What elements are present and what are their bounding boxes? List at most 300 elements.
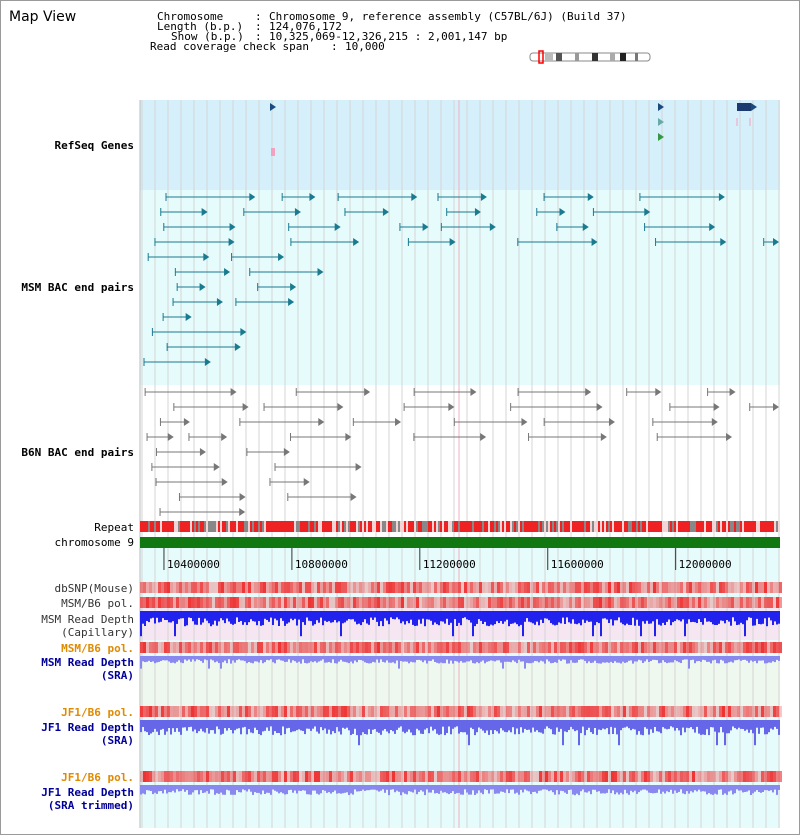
repeat-segment xyxy=(576,521,578,532)
msm-sra-depth-bar xyxy=(446,656,448,660)
msm-b6-pol-2-heat-cell xyxy=(209,642,212,653)
msm-b6-pol-2-heat-cell xyxy=(185,642,188,653)
jf1-sra-depth-bar xyxy=(482,720,484,731)
jf1-trim-depth-bar xyxy=(412,785,414,793)
jf1-trim-depth-bar xyxy=(584,785,586,792)
jf1-trim-depth-bar xyxy=(364,785,366,791)
msm-b6-pol-2-heat-cell xyxy=(143,642,146,653)
jf1-b6-pol-2-heat-cell xyxy=(632,771,635,782)
jf1-b6-pol-heat-cell xyxy=(371,706,374,717)
dbsnp-heat-cell xyxy=(380,582,383,593)
msm-b6-pol-heat-cell xyxy=(689,597,692,608)
msm-sra-depth-bar xyxy=(216,656,218,661)
dbsnp-heat-cell xyxy=(632,582,635,593)
msm-b6-pol-2-heat-cell xyxy=(401,642,404,653)
msm-sra-depth-bar xyxy=(472,656,474,663)
jf1-b6-pol-2-heat-cell xyxy=(155,771,158,782)
jf1-sra-depth-bar xyxy=(486,720,488,731)
repeat-segment xyxy=(562,521,564,532)
dbsnp-heat-cell xyxy=(299,582,302,593)
msm-b6-pol-2-heat-cell xyxy=(365,642,368,653)
msm-capillary-depth-bar xyxy=(198,611,200,618)
msm-capillary-depth-bar xyxy=(290,611,292,619)
jf1-b6-pol-2-heat-cell xyxy=(608,771,611,782)
msm-b6-pol-heat-cell xyxy=(398,597,401,608)
jf1-b6-pol-2-heat-cell xyxy=(620,771,623,782)
jf1-sra-depth-bar xyxy=(758,720,760,734)
msm-sra-depth-bar xyxy=(420,656,422,661)
msm-sra-depth-bar xyxy=(378,656,380,663)
msm-b6-pol-2-heat-cell xyxy=(377,642,380,653)
dbsnp-heat-cell xyxy=(302,582,305,593)
msm-b6-pol-2-heat-cell xyxy=(164,642,167,653)
dbsnp-heat-cell xyxy=(731,582,734,593)
dbsnp-heat-cell xyxy=(272,582,275,593)
msm-capillary-depth-bar xyxy=(524,611,526,622)
repeat-segment xyxy=(750,521,752,532)
dbsnp-heat-cell xyxy=(314,582,317,593)
jf1-sra-depth-bar xyxy=(326,720,328,734)
jf1-trim-depth-bar xyxy=(202,785,204,793)
msm-capillary-depth-bar xyxy=(546,611,548,619)
ideogram-band xyxy=(635,53,638,61)
jf1-b6-pol-heat-cell xyxy=(611,706,614,717)
msm-sra-depth-bar xyxy=(210,656,212,659)
jf1-trim-depth-bar xyxy=(238,785,240,792)
msm-sra-depth-bar xyxy=(462,656,464,663)
jf1-b6-pol-2-heat-cell xyxy=(530,771,533,782)
msm-b6-pol-heat-cell xyxy=(527,597,530,608)
dbsnp-heat-cell xyxy=(227,582,230,593)
msm-capillary-depth-bar xyxy=(336,611,338,623)
jf1-sra-depth-bar xyxy=(420,720,422,734)
msm-capillary-depth-bar xyxy=(348,611,350,619)
msm-b6-pol-heat-cell xyxy=(548,597,551,608)
jf1-b6-pol-heat-cell xyxy=(152,706,155,717)
repeat-segment xyxy=(504,521,506,532)
msm-b6-pol-2-heat-cell xyxy=(587,642,590,653)
jf1-b6-pol-2-heat-cell xyxy=(287,771,290,782)
jf1-sra-depth-bar xyxy=(524,720,526,729)
msm-capillary-depth-bar xyxy=(580,611,582,625)
msm-capillary-depth-bar xyxy=(204,611,206,619)
jf1-b6-pol-2-heat-cell xyxy=(431,771,434,782)
dbsnp-heat-cell xyxy=(467,582,470,593)
jf1-b6-pol-2-heat-cell xyxy=(359,771,362,782)
jf1-b6-pol-2-heat-cell xyxy=(221,771,224,782)
jf1-sra-depth-bar xyxy=(410,720,412,733)
jf1-sra-depth-bar xyxy=(614,720,616,728)
jf1-b6-pol-heat-cell xyxy=(380,706,383,717)
msm-sra-depth-bar xyxy=(252,656,254,663)
dbsnp-heat-cell xyxy=(503,582,506,593)
msm-b6-pol-heat-cell xyxy=(344,597,347,608)
jf1-trim-depth-bar xyxy=(362,785,364,790)
msm-sra-depth-bar xyxy=(146,656,148,662)
msm-b6-pol-2-heat-cell xyxy=(503,642,506,653)
msm-b6-pol-2-heat-cell xyxy=(656,642,659,653)
jf1-sra-depth-bar xyxy=(770,720,772,729)
jf1-sra-depth-bar xyxy=(760,720,762,728)
repeat-segment xyxy=(676,521,678,532)
msm-sra-depth-bar xyxy=(200,656,202,661)
repeat-segment xyxy=(696,521,698,532)
msm-sra-depth-bar xyxy=(702,656,704,660)
jf1-trim-depth-bar xyxy=(566,785,568,794)
msm-sra-depth-bar xyxy=(620,656,622,664)
msm-capillary-depth-bar xyxy=(324,611,326,621)
jf1-sra-depth-bar xyxy=(710,720,712,727)
dbsnp-heat-cell xyxy=(368,582,371,593)
repeat-segment xyxy=(430,521,432,532)
msm-capillary-depth-bar xyxy=(278,611,280,626)
jf1-sra-depth-bar xyxy=(684,720,686,732)
jf1-trim-depth-bar xyxy=(592,785,594,790)
repeat-segment xyxy=(328,521,330,532)
dbsnp-heat-cell xyxy=(494,582,497,593)
jf1-trim-depth-bar xyxy=(712,785,714,795)
msm-sra-depth-bar xyxy=(704,656,706,660)
msm-capillary-depth-bar xyxy=(520,611,522,625)
msm-b6-pol-2-heat-cell xyxy=(701,642,704,653)
msm-sra-depth-bar xyxy=(562,656,564,659)
msm-b6-pol-2-heat-cell xyxy=(494,642,497,653)
msm-capillary-depth-bar xyxy=(270,611,272,618)
repeat-segment xyxy=(382,521,384,532)
jf1-sra-depth-bar xyxy=(686,720,688,728)
repeat-segment xyxy=(320,521,322,532)
jf1-b6-pol-heat-cell xyxy=(569,706,572,717)
msm-capillary-depth-bar xyxy=(654,611,656,636)
msm-capillary-depth-bar xyxy=(484,611,486,622)
msm-b6-pol-2-heat-cell xyxy=(290,642,293,653)
repeat-segment xyxy=(534,521,536,532)
jf1-b6-pol-2-heat-cell xyxy=(152,771,155,782)
repeat-segment xyxy=(744,521,746,532)
repeat-segment xyxy=(164,521,166,532)
jf1-trim-depth-bar xyxy=(698,785,700,790)
jf1-b6-pol-2-heat-cell xyxy=(548,771,551,782)
msm-sra-depth-bar xyxy=(272,656,274,662)
msm-sra-depth-bar xyxy=(682,656,684,660)
msm-sra-depth-bar xyxy=(572,656,574,663)
jf1-sra-depth-bar xyxy=(396,720,398,730)
msm-b6-pol-heat-cell xyxy=(704,597,707,608)
msm-b6-pol-2-heat-cell xyxy=(554,642,557,653)
jf1-b6-pol-heat-cell xyxy=(545,706,548,717)
msm-sra-depth-bar xyxy=(218,656,220,663)
dbsnp-heat-cell xyxy=(701,582,704,593)
jf1-b6-pol-2-heat-cell xyxy=(317,771,320,782)
repeat-segment xyxy=(166,521,168,532)
jf1-sra-depth-bar xyxy=(590,720,592,732)
msm-capillary-depth-bar xyxy=(148,611,150,622)
repeat-segment xyxy=(652,521,654,532)
jf1-trim-depth-bar xyxy=(696,785,698,791)
repeat-segment xyxy=(734,521,736,532)
msm-sra-depth-bar xyxy=(500,656,502,663)
repeat-segment xyxy=(450,521,452,532)
msm-capillary-depth-bar xyxy=(548,611,550,620)
jf1-b6-pol-2-heat-cell xyxy=(680,771,683,782)
msm-sra-depth-bar xyxy=(478,656,480,663)
jf1-trim-depth-bar xyxy=(604,785,606,794)
b6n-bac-pair-arrow xyxy=(337,403,343,411)
b6n-bac-pair-arrow xyxy=(240,493,246,501)
msm-sra-depth-bar xyxy=(520,656,522,662)
b6n-bac-pair-arrow xyxy=(714,403,720,411)
jf1-b6-pol-heat-cell xyxy=(164,706,167,717)
jf1-trim-depth-bar xyxy=(146,785,148,790)
msm-capillary-depth-bar xyxy=(308,611,310,621)
jf1-b6-pol-heat-cell xyxy=(551,706,554,717)
jf1-sra-depth-bar xyxy=(674,720,676,731)
msm-b6-pol-heat-cell xyxy=(536,597,539,608)
repeat-segment xyxy=(280,521,282,532)
msm-sra-depth-bar xyxy=(166,656,168,660)
msm-b6-pol-2-heat-cell xyxy=(731,642,734,653)
jf1-b6-pol-2-heat-cell xyxy=(491,771,494,782)
dbsnp-heat-cell xyxy=(539,582,542,593)
repeat-segment xyxy=(490,521,492,532)
msm-b6-pol-2-heat-cell xyxy=(725,642,728,653)
jf1-b6-pol-2-heat-cell xyxy=(368,771,371,782)
msm-sra-depth-bar xyxy=(358,656,360,660)
jf1-b6-pol-heat-cell xyxy=(761,706,764,717)
msm-b6-pol-2-heat-cell xyxy=(182,642,185,653)
msm-b6-pol-heat-cell xyxy=(584,597,587,608)
msm-capillary-depth-bar xyxy=(366,611,368,624)
msm-b6-pol-heat-cell xyxy=(551,597,554,608)
repeat-segment xyxy=(538,521,540,532)
repeat-segment xyxy=(360,521,362,532)
jf1-trim-depth-bar xyxy=(466,785,468,793)
jf1-b6-pol-2-heat-cell xyxy=(644,771,647,782)
jf1-b6-pol-2-heat-cell xyxy=(578,771,581,782)
msm-capillary-depth-bar xyxy=(328,611,330,621)
jf1-trim-depth-bar xyxy=(470,785,472,795)
repeat-segment xyxy=(558,521,560,532)
jf1-sra-depth-bar xyxy=(288,720,290,728)
jf1-trim-depth-bar xyxy=(506,785,508,789)
msm-sra-depth-bar xyxy=(140,656,142,669)
jf1-trim-depth-bar xyxy=(774,785,776,790)
msm-capillary-depth-bar xyxy=(168,611,170,622)
jf1-trim-depth-bar xyxy=(488,785,490,794)
jf1-b6-pol-heat-cell xyxy=(422,706,425,717)
msm-b6-pol-2-heat-cell xyxy=(347,642,350,653)
jf1-trim-depth-bar xyxy=(690,785,692,791)
jf1-trim-depth-bar xyxy=(338,785,340,793)
jf1-trim-depth-bar xyxy=(708,785,710,793)
jf1-b6-pol-2-heat-cell xyxy=(278,771,281,782)
repeat-segment xyxy=(616,521,618,532)
msm-sra-depth-bar xyxy=(770,656,772,663)
jf1-b6-pol-heat-cell xyxy=(353,706,356,717)
jf1-b6-pol-2-heat-cell xyxy=(533,771,536,782)
b6n-bac-pair-arrow xyxy=(239,508,245,516)
jf1-sra-depth-bar xyxy=(616,720,618,734)
dbsnp-heat-cell xyxy=(635,582,638,593)
msm-capillary-depth-bar xyxy=(172,611,174,621)
msm-sra-depth-bar xyxy=(678,656,680,662)
repeat-segment xyxy=(520,521,522,532)
jf1-b6-pol-heat-cell xyxy=(635,706,638,717)
msm-capillary-depth-bar xyxy=(258,611,260,621)
msm-b6-pol-heat-cell xyxy=(179,597,182,608)
jf1-b6-pol-2-heat-cell xyxy=(611,771,614,782)
msm-capillary-depth-bar xyxy=(680,611,682,621)
msm-capillary-depth-bar xyxy=(710,611,712,622)
jf1-b6-pol-heat-cell xyxy=(140,706,143,717)
jf1-b6-pol-heat-cell xyxy=(242,706,245,717)
jf1-b6-pol-heat-cell xyxy=(557,706,560,717)
msm-sra-depth-bar xyxy=(198,656,200,660)
msm-capillary-depth-bar xyxy=(150,611,152,619)
msm-b6-pol-heat-cell xyxy=(368,597,371,608)
jf1-trim-depth-bar xyxy=(626,785,628,793)
repeat-segment xyxy=(336,521,338,532)
jf1-trim-depth-bar xyxy=(210,785,212,789)
ideogram-band xyxy=(545,53,553,61)
jf1-sra-depth-bar xyxy=(750,720,752,730)
msm-b6-pol-2-heat-cell xyxy=(752,642,755,653)
msm-sra-depth-bar xyxy=(298,656,300,662)
jf1-sra-depth-bar xyxy=(246,720,248,734)
jf1-sra-depth-bar xyxy=(640,720,642,735)
jf1-trim-depth-bar xyxy=(726,785,728,795)
jf1-b6-pol-heat-cell xyxy=(452,706,455,717)
msm-capillary-depth-bar xyxy=(272,611,274,625)
repeat-segment xyxy=(428,521,430,532)
b6n-bac-pair-arrow xyxy=(221,433,227,441)
jf1-b6-pol-2-heat-cell xyxy=(245,771,248,782)
msm-b6-pol-heat-cell xyxy=(554,597,557,608)
msm-b6-pol-heat-cell xyxy=(314,597,317,608)
msm-b6-pol-2-heat-cell xyxy=(647,642,650,653)
msm-depth-sra-label-1: MSM Read Depth xyxy=(41,656,134,669)
msm-b6-pol-heat-cell xyxy=(203,597,206,608)
msm-sra-depth-bar xyxy=(538,656,540,662)
dbsnp-heat-cell xyxy=(275,582,278,593)
msm-capillary-depth-bar xyxy=(342,611,344,623)
repeat-segment xyxy=(544,521,546,532)
jf1-trim-depth-bar xyxy=(752,785,754,793)
msm-b6-pol-2-heat-cell xyxy=(632,642,635,653)
jf1-sra-depth-bar xyxy=(608,720,610,734)
repeat-segment xyxy=(774,521,776,532)
jf1-b6-pol-2-heat-cell xyxy=(677,771,680,782)
jf1-sra-depth-bar xyxy=(436,720,438,734)
jf1-trim-depth-bar xyxy=(318,785,320,795)
jf1-sra-depth-bar xyxy=(514,720,516,734)
msm-sra-depth-bar xyxy=(424,656,426,660)
jf1-sra-depth-bar xyxy=(278,720,280,733)
jf1-trim-depth-bar xyxy=(640,785,642,791)
jf1-sra-depth-bar xyxy=(162,720,164,729)
jf1-sra-depth-bar xyxy=(718,720,720,733)
msm-b6-pol-2-heat-cell xyxy=(734,642,737,653)
dbsnp-heat-cell xyxy=(257,582,260,593)
jf1-b6-pol-heat-cell xyxy=(563,706,566,717)
jf1-b6-pol-2-heat-cell xyxy=(734,771,737,782)
jf1-b6-pol-heat-cell xyxy=(224,706,227,717)
msm-b6-pol-heat-cell xyxy=(719,597,722,608)
repeat-segment xyxy=(546,521,548,532)
jf1-sra-depth-bar xyxy=(430,720,432,727)
jf1-sra-depth-bar xyxy=(374,720,376,729)
jf1-b6-pol-heat-cell xyxy=(467,706,470,717)
repeat-segment xyxy=(180,521,182,532)
jf1-b6-pol-heat-cell xyxy=(269,706,272,717)
repeat-segment xyxy=(260,521,262,532)
jf1-sra-depth-bar xyxy=(340,720,342,735)
msm-capillary-depth-bar xyxy=(538,611,540,625)
msm-capillary-depth-bar xyxy=(616,611,618,620)
refseq-track-bg xyxy=(140,100,780,190)
msm-b6-pol-heat-cell xyxy=(401,597,404,608)
msm-sra-depth-bar xyxy=(236,656,238,660)
msm-b6-pol-2-heat-cell xyxy=(197,642,200,653)
msm-capillary-depth-bar xyxy=(574,611,576,624)
jf1-trim-depth-bar xyxy=(382,785,384,789)
msm-capillary-depth-bar xyxy=(396,611,398,617)
jf1-sra-depth-bar xyxy=(236,720,238,729)
msm-b6-pol-heat-cell xyxy=(326,597,329,608)
msm-b6-pol-heat-cell xyxy=(254,597,257,608)
msm-b6-pol-heat-cell xyxy=(296,597,299,608)
jf1-trim-depth-bar xyxy=(660,785,662,794)
msm-capillary-depth-bar xyxy=(566,611,568,617)
b6n-bac-pair-arrow xyxy=(655,388,661,396)
dbsnp-heat-cell xyxy=(593,582,596,593)
jf1-trim-depth-bar xyxy=(418,785,420,792)
repeat-segment xyxy=(674,521,676,532)
msm-capillary-depth-bar xyxy=(466,611,468,619)
repeat-segment xyxy=(366,521,368,532)
msm-b6-pol-heat-cell xyxy=(194,597,197,608)
msm-b6-pol-heat-cell xyxy=(185,597,188,608)
dbsnp-heat-cell xyxy=(656,582,659,593)
msm-b6-pol-2-heat-cell xyxy=(248,642,251,653)
jf1-sra-depth-bar xyxy=(548,720,550,728)
dbsnp-heat-cell xyxy=(695,582,698,593)
msm-b6-pol-2-heat-cell xyxy=(173,642,176,653)
repeat-segment xyxy=(156,521,158,532)
msm-b6-pol-heat-cell xyxy=(338,597,341,608)
dbsnp-heat-cell xyxy=(776,582,779,593)
msm-capillary-depth-bar xyxy=(306,611,308,618)
msm-b6-pol-2-heat-cell xyxy=(629,642,632,653)
msm-b6-pol-2-heat-cell xyxy=(638,642,641,653)
msm-capillary-depth-bar xyxy=(718,611,720,624)
repeat-segment xyxy=(228,521,230,532)
dbsnp-heat-cell xyxy=(530,582,533,593)
msm-sra-depth-bar xyxy=(412,656,414,662)
repeat-segment xyxy=(482,521,484,532)
msm-capillary-depth-bar xyxy=(404,611,406,625)
jf1-b6-pol-heat-cell xyxy=(350,706,353,717)
jf1-sra-depth-bar xyxy=(408,720,410,730)
msm-b6-pol-heat-cell xyxy=(578,597,581,608)
msm-sra-depth-bar xyxy=(382,656,384,662)
jf1-b6-pol-2-heat-cell xyxy=(464,771,467,782)
msm-b6-pol-2-heat-cell xyxy=(473,642,476,653)
dbsnp-heat-cell xyxy=(647,582,650,593)
jf1-trim-depth-bar xyxy=(602,785,604,793)
repeat-segment xyxy=(618,521,620,532)
dbsnp-heat-cell xyxy=(200,582,203,593)
